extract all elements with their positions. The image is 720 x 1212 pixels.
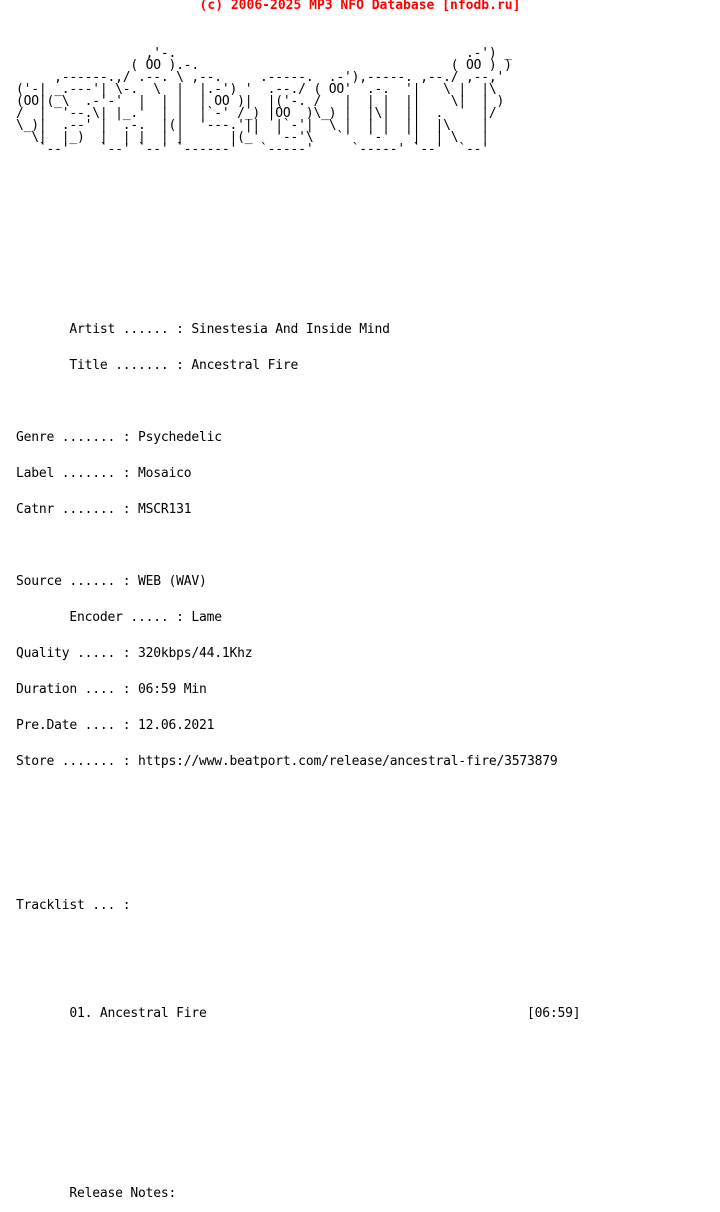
ascii-logo: ,'-. .-') _ ( OO ).-. ( OO ) ) ,------.,/ .--. \ ,--. .-----. .-'),-----. ,--./ ,--,' ('-| _.---'| \-. \ | |.-') ' .--./ ( OO' .-. '| \ | |\ (OO|(_\ .-'-' | | | | OO )| |('-. / | | | || \| | ) / | '--.\| |_.' | | |`-' /_) |OO )\_) | |\| || . |/ \_)| .--' | .-. |(| '---.'|| |`-'| \ | | | || |\ | \| |_) | | | | | |(_' '--'\ `' '-' '| | \ | `--' `--' `--' `------' `-----' `-----' `--' `--' — [16, 46, 512, 157]
nfo-document — [16, 24, 580, 1212]
release-notes-heading: Release Notes: — [16, 1186, 177, 1201]
title-line: Title ....... : Ancestral Fire — [16, 358, 299, 373]
genre-line: Genre ....... : Psychedelic — [16, 430, 222, 445]
tracklist-heading: Tracklist ... : — [16, 898, 131, 913]
quality-line: Quality ..... : 320kbps/44.1Khz — [16, 646, 253, 661]
artist-line: Artist ...... : Sinestesia And Inside Mind — [16, 322, 390, 337]
predate-line: Pre.Date .... : 12.06.2021 — [16, 718, 215, 733]
label-line: Label ....... : Mosaico — [16, 466, 192, 481]
encoder-line: Encoder ..... : Lame — [16, 610, 222, 625]
source-line: Source ...... : WEB (WAV) — [16, 574, 207, 589]
catnr-line: Catnr ....... : MSCR131 — [16, 502, 192, 517]
duration-line: Duration .... : 06:59 Min — [16, 682, 207, 697]
track-row: 01. Ancestral Fire [06:59] — [16, 1006, 581, 1021]
store-line: Store ....... : https://www.beatport.com/release/ancestral-fire/3573879 — [16, 754, 558, 769]
site-header: (c) 2006-2025 MP3 NFO Database [nfodb.ru] — [199, 0, 521, 13]
